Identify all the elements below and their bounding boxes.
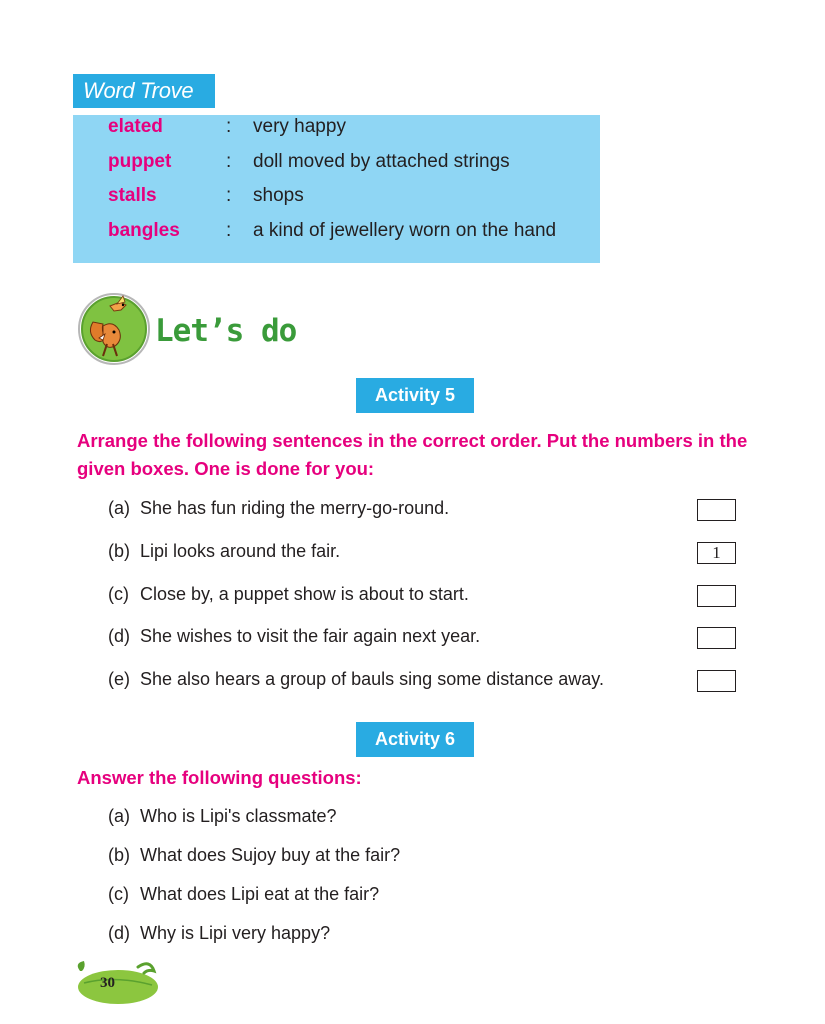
- word-colon: :: [226, 220, 232, 241]
- word-colon: :: [226, 185, 232, 206]
- item-text: Why is Lipi very happy?: [140, 923, 331, 943]
- word-colon: :: [226, 151, 232, 172]
- word-trove-box: [73, 115, 600, 263]
- item-label: (e): [108, 669, 130, 689]
- item-text: She has fun riding the merry-go-round.: [140, 498, 450, 518]
- word-trove-entry: [73, 151, 600, 185]
- list-item: [108, 845, 400, 866]
- answer-box[interactable]: 1: [697, 542, 736, 564]
- item-label: (c): [108, 884, 129, 904]
- answer-box[interactable]: [697, 499, 736, 521]
- animals-badge-icon: [77, 292, 151, 366]
- word-term: puppet: [108, 151, 172, 172]
- item-text: Who is Lipi's classmate?: [140, 806, 337, 826]
- activity-6-label: Activity 6: [356, 722, 474, 757]
- word-trove-entry: [73, 220, 600, 254]
- word-definition: doll moved by attached strings: [253, 151, 510, 172]
- activity-5-instruction: Arrange the following sentences in the correct order. Put the numbers in the given boxes. One is done for you:: [77, 430, 748, 479]
- answer-box[interactable]: [697, 627, 736, 649]
- word-trove-title: Word Trove: [73, 74, 215, 108]
- word-colon: :: [226, 116, 232, 137]
- activity-5-label: Activity 5: [356, 378, 474, 413]
- list-item: [108, 806, 337, 827]
- answer-box[interactable]: [697, 670, 736, 692]
- item-label: (c): [108, 584, 129, 604]
- item-text: Lipi looks around the fair.: [140, 541, 341, 561]
- list-item: [108, 626, 480, 647]
- lets-do-heading: Let’s do: [155, 313, 297, 349]
- word-term: stalls: [108, 185, 157, 206]
- item-label: (b): [108, 541, 130, 561]
- word-definition: shops: [253, 185, 304, 206]
- item-label: (a): [108, 806, 130, 826]
- list-item: [108, 923, 330, 944]
- list-item: [108, 584, 469, 605]
- item-label: (a): [108, 498, 130, 518]
- leaf-icon: [72, 957, 162, 1007]
- list-item: [108, 498, 449, 519]
- item-label: (d): [108, 923, 130, 943]
- item-text: She wishes to visit the fair again next year.: [140, 626, 481, 646]
- word-trove-entry: [73, 116, 600, 150]
- item-label: (b): [108, 845, 130, 865]
- item-text: What does Sujoy buy at the fair?: [140, 845, 401, 865]
- word-term: bangles: [108, 220, 180, 241]
- word-term: elated: [108, 116, 163, 137]
- list-item: [108, 541, 340, 562]
- activity-6-instruction: Answer the following questions:: [77, 767, 362, 788]
- answer-box[interactable]: [697, 585, 736, 607]
- item-label: (d): [108, 626, 130, 646]
- item-text: What does Lipi eat at the fair?: [140, 884, 380, 904]
- item-text: Close by, a puppet show is about to start.: [140, 584, 469, 604]
- item-text: She also hears a group of bauls sing some distance away.: [140, 669, 604, 689]
- word-definition: a kind of jewellery worn on the hand: [253, 220, 557, 241]
- word-trove-entry: [73, 185, 600, 219]
- page-number: 30: [100, 975, 115, 991]
- list-item: [108, 884, 379, 905]
- word-definition: very happy: [253, 116, 346, 137]
- list-item: [108, 669, 604, 690]
